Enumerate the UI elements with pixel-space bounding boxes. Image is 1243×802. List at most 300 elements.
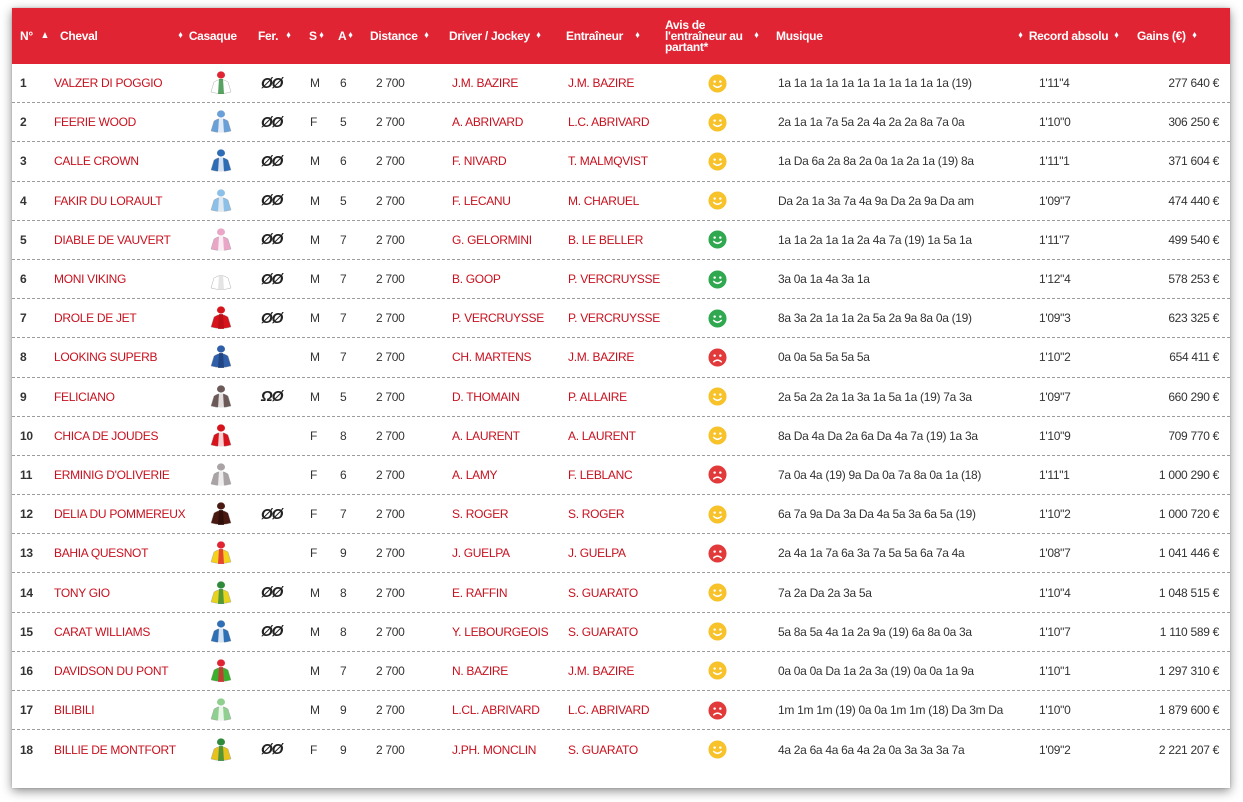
cell-sexe: F [310,467,318,482]
record-cell [1039,338,1070,376]
musique-cell [778,338,870,376]
sort-icon[interactable]: ♦ [536,30,541,41]
table-row[interactable] [12,378,1230,417]
smiley-icon [708,230,727,249]
cell-record: 1'10"1 [1039,663,1071,678]
cell-entraineur: A. LAURENT [568,428,636,443]
row-number [20,652,33,690]
cell-fer: ØØ [261,505,283,523]
distance-cell [376,652,405,690]
cell-age: 9 [340,546,347,561]
entraineur-link[interactable] [568,338,634,376]
record-cell [1039,260,1070,298]
driver-link[interactable] [452,299,544,337]
gains-cell [1117,260,1219,298]
cell-num: 9 [20,389,27,404]
musique-cell [778,730,964,769]
cell-gains: 499 540 € [1168,232,1219,247]
smiley-icon [708,191,727,210]
distance-cell [376,613,405,651]
horse-name-link[interactable] [54,221,171,259]
driver-link[interactable] [452,103,523,141]
driver-link[interactable] [452,142,506,180]
age-cell [340,417,346,455]
row-number [20,260,26,298]
cell-num: 3 [20,154,27,169]
row-number [20,495,33,533]
cell-gains: 474 440 € [1168,193,1219,208]
col-num-header[interactable] [20,8,49,64]
sort-asc-icon[interactable]: ▲ [40,30,50,41]
cell-gains: 277 640 € [1168,76,1219,91]
distance-cell [376,260,405,298]
musique-cell [778,417,978,455]
jockey-silk-icon [210,619,232,645]
avis-face-icon [708,182,727,220]
distance-cell [376,142,405,180]
cell-musique: 0a 0a 5a 5a 5a 5a [778,350,870,365]
driver-link[interactable] [452,182,511,220]
cell-record: 1'11"4 [1039,76,1070,91]
cell-gains: 578 253 € [1168,272,1219,287]
table-row[interactable] [12,691,1230,730]
age-cell [340,573,346,611]
distance-cell [376,64,405,102]
cell-fer: ØØ [261,623,283,641]
age-cell [340,652,346,690]
ferrure-icon [261,260,282,298]
entraineur-link[interactable] [568,456,632,494]
cell-num: 4 [20,193,27,208]
cell-entraineur: S. GUARATO [568,742,638,757]
record-cell [1039,142,1070,180]
driver-link[interactable] [452,338,531,376]
cell-sexe: M [310,389,320,404]
cell-distance: 2 700 [376,585,405,600]
cell-cheval: FELICIANO [54,389,115,404]
cell-gains: 709 770 € [1168,428,1219,443]
cell-driver: Y. LEBOURGEOIS [452,624,549,639]
table-row[interactable] [12,142,1230,181]
cell-cheval: VALZER DI POGGIO [54,76,163,91]
cell-gains: 1 000 720 € [1158,507,1219,522]
cell-age: 7 [340,350,347,365]
horse-name-link[interactable] [54,142,139,180]
sort-icon[interactable]: ♦ [1114,30,1119,41]
cell-distance: 2 700 [376,467,405,482]
cell-cheval: FAKIR DU LORAULT [54,193,163,208]
horse-name-link[interactable] [54,64,162,102]
gains-cell [1117,378,1219,416]
horse-name-link[interactable] [54,103,136,141]
cell-driver: S. ROGER [452,507,509,522]
sex-cell [310,260,320,298]
driver-link[interactable] [452,613,548,651]
col-cheval-header[interactable] [60,8,98,64]
smiley-icon [708,387,727,406]
cell-num: 10 [20,428,33,443]
cell-sexe: M [310,585,320,600]
sex-cell [310,142,320,180]
cell-driver: G. GELORMINI [452,232,532,247]
gains-cell [1117,299,1219,337]
table-row[interactable] [12,260,1230,299]
cell-cheval: FEERIE WOOD [54,115,137,130]
driver-link[interactable] [452,495,508,533]
driver-link[interactable] [452,378,519,416]
sort-icon[interactable]: ♦ [178,30,183,41]
table-row[interactable] [12,613,1230,652]
cell-gains: 1 000 290 € [1158,467,1219,482]
avis-face-icon [708,652,727,690]
driver-link[interactable] [452,221,532,259]
casaque-silk-icon [210,534,232,572]
smiley-icon [708,309,727,328]
cell-gains: 306 250 € [1168,115,1219,130]
horse-name-link[interactable] [54,691,94,729]
smiley-icon [708,426,727,445]
cell-sexe: F [310,428,318,443]
age-cell [340,64,346,102]
cell-cheval: CALLE CROWN [54,154,139,169]
cell-driver: J. GUELPA [452,546,510,561]
col-avis-label: Avis de l'entraîneur au partant* [665,17,743,54]
record-cell [1039,182,1070,220]
cell-cheval: ERMINIG D'OLIVERIE [54,467,170,482]
cell-cheval: CARAT WILLIAMS [54,624,151,639]
sex-cell [310,652,320,690]
col-distance-header[interactable] [370,8,428,64]
sort-icon[interactable]: ♦ [423,30,429,41]
cell-sexe: M [310,350,320,365]
cell-driver: E. RAFFIN [452,585,508,600]
horse-name-link[interactable] [54,378,115,416]
sex-cell [310,182,320,220]
jockey-silk-icon [210,658,232,684]
col-entraineur-header[interactable] [566,8,640,64]
cell-fer: ØØ [261,113,283,131]
cell-fer: ØØ [261,309,283,327]
entraineur-link[interactable] [568,299,660,337]
table-row[interactable] [12,495,1230,534]
cell-entraineur: S. GUARATO [568,624,638,639]
musique-cell [778,142,974,180]
smiley-icon [708,152,727,171]
avis-face-icon [708,221,727,259]
sort-icon[interactable]: ♦ [1018,30,1023,41]
casaque-silk-icon [210,730,232,769]
record-cell [1039,730,1070,769]
driver-link[interactable] [452,573,507,611]
musique-cell [778,691,1003,729]
sex-cell [310,417,317,455]
cell-entraineur: J.M. BAZIRE [568,76,635,91]
cell-age: 5 [340,389,347,404]
cell-age: 9 [340,703,347,718]
cell-age: 7 [340,311,347,326]
casaque-silk-icon [210,103,232,141]
col-age-header[interactable] [338,8,353,64]
driver-link[interactable] [452,652,508,690]
cell-driver: B. GOOP [452,272,501,287]
table-row[interactable] [12,534,1230,573]
cell-distance: 2 700 [376,428,405,443]
cell-age: 7 [340,663,347,678]
cell-num: 11 [20,467,33,482]
sex-cell [310,534,317,572]
ferrure-icon [261,64,282,102]
driver-link[interactable] [452,417,520,455]
avis-face-icon [708,64,727,102]
cell-musique: 5a 8a 5a 4a 1a 2a 9a (19) 6a 8a 0a 3a [778,624,972,639]
col-age-label: A [338,29,347,43]
driver-link[interactable] [452,456,497,494]
table-row[interactable] [12,103,1230,142]
col-casaque-header[interactable] [174,8,237,64]
jockey-silk-icon [210,423,232,449]
casaque-silk-icon [210,338,232,376]
col-record-header[interactable] [1018,8,1119,64]
cell-cheval: CHICA DE JOUDES [54,428,159,443]
jockey-silk-icon [210,227,232,253]
sex-cell [310,64,320,102]
sort-icon[interactable]: ♦ [1191,30,1197,41]
smiley-icon [708,270,727,289]
horse-name-link[interactable] [54,417,158,455]
col-musique-header[interactable] [776,8,823,64]
smiley-icon [708,622,727,641]
entraineur-link[interactable] [568,142,648,180]
ferrure-icon [261,495,282,533]
sex-cell [310,299,320,337]
cell-age: 5 [340,193,347,208]
age-cell [340,221,346,259]
table-row[interactable] [12,64,1230,103]
col-gains-header[interactable] [1137,8,1196,64]
cell-cheval: TONY GIO [54,585,110,600]
cell-distance: 2 700 [376,115,405,130]
sex-cell [310,573,320,611]
cell-sexe: F [310,115,318,130]
col-driver-label: Driver / Jockey [449,29,530,43]
sad-face-icon [708,465,727,484]
horse-name-link[interactable] [54,534,148,572]
age-cell [340,456,346,494]
horse-name-link[interactable] [54,456,170,494]
cell-musique: 3a 0a 1a 4a 3a 1a [778,272,870,287]
cell-driver: F. NIVARD [452,154,507,169]
cell-distance: 2 700 [376,389,405,404]
record-cell [1039,534,1070,572]
cell-fer: ØØ [261,152,283,170]
record-cell [1039,456,1070,494]
record-cell [1039,691,1070,729]
gains-cell [1117,182,1219,220]
horse-name-link[interactable] [54,730,176,769]
entraineur-link[interactable] [568,260,660,298]
cell-distance: 2 700 [376,232,405,247]
cell-record: 1'09"7 [1039,193,1071,208]
avis-face-icon [708,691,727,729]
row-number [20,221,26,259]
sex-cell [310,691,320,729]
avis-face-icon [708,142,727,180]
entraineur-link[interactable] [568,652,634,690]
cell-fer: ØØ [261,192,283,210]
cell-fer: ØØ [261,584,283,602]
cell-driver: L.CL. ABRIVARD [452,703,540,718]
col-avis-header[interactable] [665,8,759,64]
sort-icon[interactable]: ♦ [635,30,640,41]
entraineur-link[interactable] [568,691,649,729]
sex-cell [310,221,320,259]
driver-link[interactable] [452,534,510,572]
sort-icon[interactable]: ♦ [286,30,291,41]
sort-icon[interactable]: ♦ [754,30,759,41]
entraineur-link[interactable] [568,182,639,220]
ferrure-icon [261,142,282,180]
table-row[interactable] [12,730,1230,769]
avis-face-icon [708,495,727,533]
casaque-silk-icon [210,378,232,416]
gains-cell [1117,64,1219,102]
entraineur-link[interactable] [568,221,643,259]
casaque-silk-icon [210,652,232,690]
cell-record: 1'12"4 [1039,272,1071,287]
horse-name-link[interactable] [54,613,150,651]
cell-entraineur: P. VERCRUYSSE [568,311,660,326]
cell-num: 7 [20,311,27,326]
entraineur-link[interactable] [568,495,624,533]
col-fer-header[interactable] [258,8,291,64]
record-cell [1039,613,1070,651]
horse-name-link[interactable] [54,182,162,220]
cell-entraineur: S. GUARATO [568,585,638,600]
entraineur-link[interactable] [568,64,634,102]
cell-musique: 8a Da 4a Da 2a 6a Da 4a 7a (19) 1a 3a [778,428,978,443]
cell-age: 8 [340,428,347,443]
row-number [20,691,33,729]
entraineur-link[interactable] [568,378,627,416]
musique-cell [778,299,972,337]
horse-name-link[interactable] [54,260,126,298]
cell-sexe: M [310,272,320,287]
gains-cell [1117,691,1219,729]
gains-cell [1117,456,1219,494]
cell-age: 6 [340,467,347,482]
cell-record: 1'10"2 [1039,507,1071,522]
entraineur-link[interactable] [568,573,638,611]
cell-gains: 660 290 € [1168,389,1219,404]
cell-age: 7 [340,232,347,247]
driver-link[interactable] [452,64,518,102]
cell-entraineur: J.M. BAZIRE [568,663,635,678]
cell-musique: 1a 1a 2a 1a 1a 2a 4a 7a (19) 1a 5a 1a [778,232,972,247]
horse-name-link[interactable] [54,299,136,337]
entraineur-link[interactable] [568,103,649,141]
table-row[interactable] [12,299,1230,338]
cell-num: 18 [20,742,33,757]
cell-num: 13 [20,546,33,561]
cell-record: 1'10"0 [1039,115,1071,130]
age-cell [340,378,346,416]
gains-cell [1117,221,1219,259]
distance-cell [376,103,405,141]
sort-icon[interactable]: ♦ [348,30,353,41]
table-row[interactable] [12,338,1230,377]
table-row[interactable] [12,182,1230,221]
musique-cell [778,64,972,102]
cell-gains: 1 110 589 € [1159,624,1219,639]
row-number [20,182,26,220]
driver-link[interactable] [452,730,536,769]
horse-name-link[interactable] [54,652,168,690]
horse-name-link[interactable] [54,495,185,533]
cell-musique: 7a 2a Da 2a 3a 5a [778,585,872,600]
table-row[interactable] [12,652,1230,691]
gains-cell [1117,613,1219,651]
col-sexe-header[interactable] [309,8,324,64]
cell-musique: 7a 0a 4a (19) 9a Da 0a 7a 8a 0a 1a (18) [778,467,982,482]
smiley-icon [708,661,727,680]
cell-musique: 1a 1a 1a 1a 1a 1a 1a 1a 1a 1a 1a (19) [778,76,972,91]
musique-cell [778,652,974,690]
entraineur-link[interactable] [568,613,638,651]
sort-icon[interactable]: ♦ [318,30,324,41]
ferrure-icon [261,221,282,259]
cell-age: 8 [340,585,347,600]
cell-record: 1'10"7 [1039,624,1071,639]
cell-gains: 2 221 207 € [1158,742,1219,757]
jockey-silk-icon [210,344,232,370]
gains-cell [1117,417,1219,455]
cell-entraineur: M. CHARUEL [568,193,640,208]
distance-cell [376,573,405,611]
casaque-silk-icon [210,221,232,259]
cell-sexe: M [310,193,320,208]
avis-face-icon [708,260,727,298]
avis-face-icon [708,299,727,337]
col-driver-header[interactable] [449,8,541,64]
entraineur-link[interactable] [568,534,626,572]
table-row[interactable] [12,417,1230,456]
jockey-silk-icon [210,70,232,96]
cell-sexe: M [310,703,320,718]
cell-driver: J.PH. MONCLIN [452,742,537,757]
entraineur-link[interactable] [568,730,638,769]
musique-cell [778,221,972,259]
ferrure-icon [261,182,282,220]
cell-sexe: M [310,663,320,678]
jockey-silk-icon [210,384,232,410]
driver-link[interactable] [452,691,540,729]
driver-link[interactable] [452,260,501,298]
sad-face-icon [708,701,727,720]
age-cell [340,613,346,651]
table-row[interactable] [12,573,1230,612]
table-row[interactable] [12,456,1230,495]
cell-sexe: F [310,546,318,561]
cell-entraineur: J. GUELPA [568,546,626,561]
horse-name-link[interactable] [54,338,157,376]
smiley-icon [708,583,727,602]
cell-driver: N. BAZIRE [452,663,508,678]
age-cell [340,691,346,729]
horse-name-link[interactable] [54,573,110,611]
table-row[interactable] [12,221,1230,260]
entraineur-link[interactable] [568,417,636,455]
row-number [20,338,26,376]
